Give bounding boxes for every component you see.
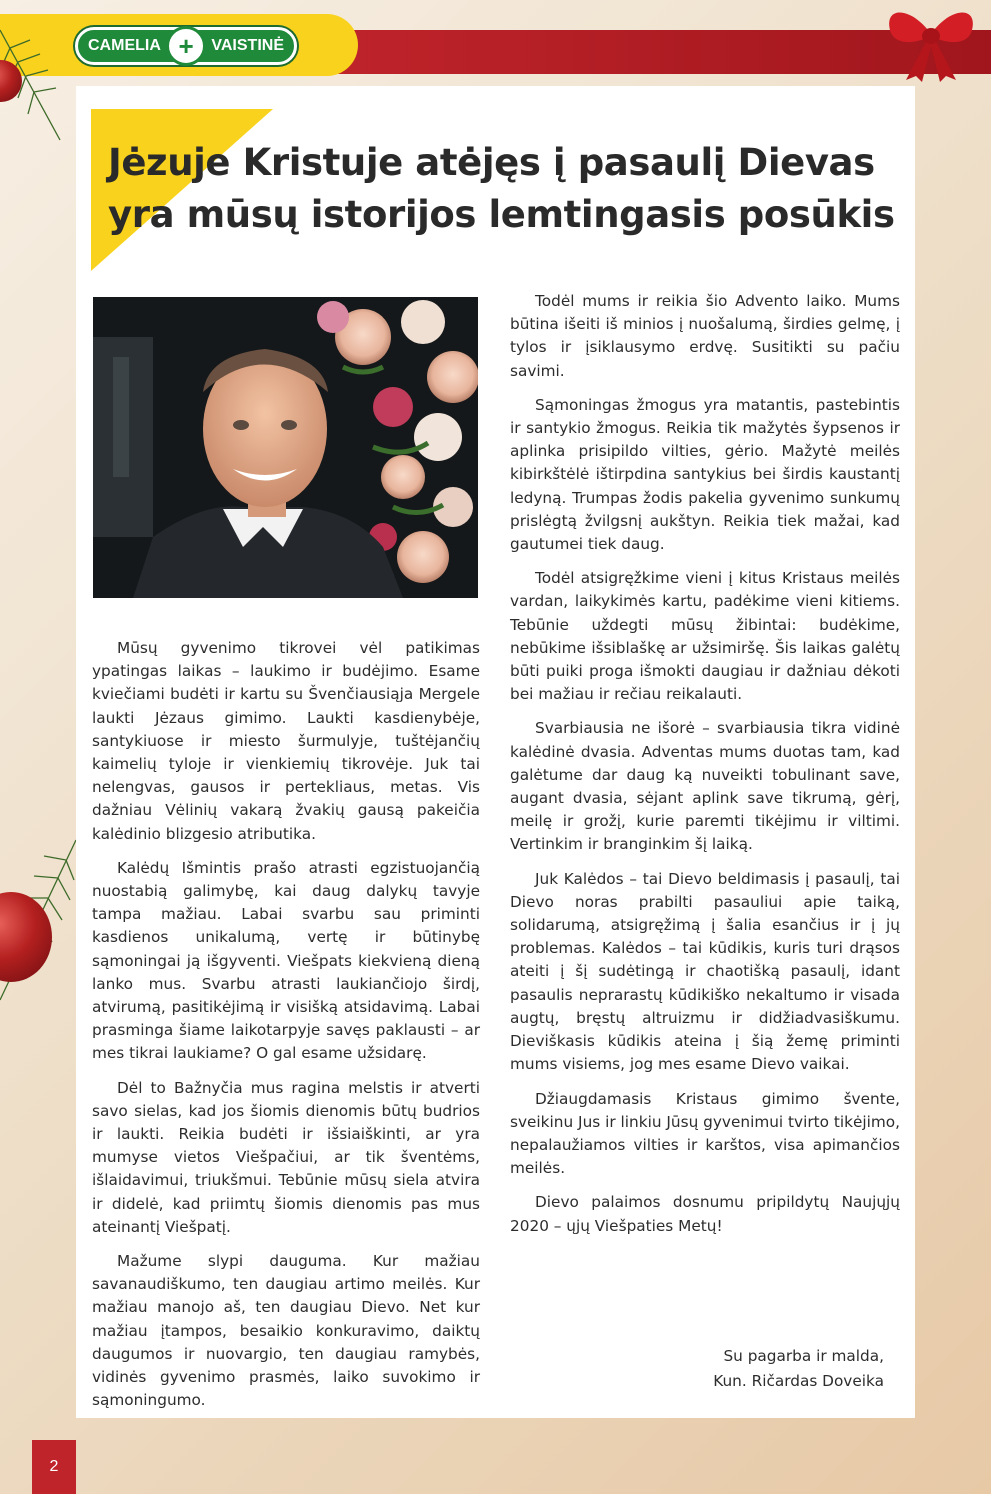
paragraph: Džiaugdamasis Kristaus gimimo švente, sveikinu Jus ir linkiu Jūsų gyvenimui tvirto tikėjimo, nepalaužiamos vilties ir karštos, visa apimančios meilės. (510, 1089, 900, 1178)
portrait-illustration (93, 297, 478, 598)
paragraph: Todėl atsigręžkime vieni į kitus Kristaus meilės vardan, laikykimės kartu, padėkime vieni kitiems. Tebūnie uždegti mūsų žibintai: budėkime, nebūkime išsiblaškę ar užsimiršę. Šis laikas galėtų būti puiki proga išmokti daugiau ir dažniau dėkoti bei mažiau ir rečiau reikalauti. (510, 569, 900, 704)
paragraph: Dievo palaimos dosnumu pripildytų Naujųjų 2020 – ųjų Viešpaties Metų! (510, 1193, 900, 1235)
pharmacy-logo[interactable] (75, 27, 297, 65)
logo-right-text: VAISTINĖ (211, 37, 284, 54)
author-portrait-photo (93, 297, 478, 598)
paragraph: Mažume slypi dauguma. Kur mažiau savanaudiškumo, ten daugiau artimo meilės. Kur mažiau manojo aš, ten daugiau Dievo. Net kur mažiau įtampos, besaikio konkuravimo, daiktų daugumos ir nuovargio, ten daugiau ramybės, vidinės gyvenimo prasmės, laiko suvokimo ir sąmoningumo. (92, 1252, 480, 1410)
logo-left-text: CAMELIA (88, 37, 161, 54)
page-number: 2 (32, 1440, 76, 1494)
paragraph: Todėl mums ir reikia šio Advento laiko. Mums būtina išeiti iš minios į nuošalumą, širdies gelmę, į tylos ir įsiklausymo erdvę. Susitikti su pačiu savimi. (510, 292, 900, 380)
paragraph: Kalėdų Išmintis prašo atrasti egzistuojančią nuostabią galimybę, kai daug dalykų tavyje tampa mažiau. Labai svarbu sau priminti kasdienos unikalumą, vertę ir būtinybę sąmoningai ją išgyventi. Viešpats kiekvieną dieną lanko mus. Svarbu atrasti laukiančiojo širdį, atvirumą, pasitikėjimą ir visišką atsidavimą. Labai prasminga šiame laikotarpyje savęs paklausti – ar mes tikrai laukiame? O gal esame užsidarę. (92, 858, 480, 1063)
paragraph: Mūsų gyvenimo tikrovei vėl patikimas ypatingas laikas – laukimo ir budėjimo. Esame kviečiami budėti ir kartu su Švenčiausiąja Mergele laukti Jėzaus gimimo. Laukti kasdienybėje, santykiuose ir miesto šurmulyje, tuštėjančių kaimelių tyloje ir vienkiemių tikrovėje. Juk tai nelengvas, gausos ir pertekliaus, metas. Vis dažniau Vėlinių vakarą žvakių gausą pakeičia kalėdinio blizgesio atributika. (92, 639, 480, 843)
article-column-right (510, 290, 900, 1249)
pharmacy-cross-icon: + (166, 26, 206, 66)
article-column-left (92, 637, 480, 1424)
signature-greeting: Su pagarba ir malda, (723, 1347, 884, 1365)
gift-bow-icon (876, 0, 986, 82)
paragraph: Juk Kalėdos – tai Dievo beldimasis į pasaulį, tai Dievo noras prabilti pasauliui apie taiką, solidarumą, atsigręžimą į šalia esančius ir į jų problemas. Kalėdos – tai kūdikis, kuris turi drąsos ateiti į šį sudėtingą ir chaotišką pasaulį, idant pasaulis neprarastų kūdikiško nekaltumo ir visada augtų, bręstų altruizmu ir didžiadvasiškumu. Dieviškasis kūdikis ateina į šią žemę priminti mums visiems, jog mes esame Dievo vaikai. (510, 869, 900, 1074)
article-title: Jėzuje Kristuje atėjęs į pasaulį Dievas yra mūsų istorijos lemtingasis posūkis (108, 141, 895, 236)
paragraph: Svarbiausia ne išorė – svarbiausia tikra vidinė kalėdinė dvasia. Adventas mums duotas tam, kad galėtume dar daug ką nuveikti tobulinant save, augant dvasia, sėjant aplink save tikrumą, gėrį, meilę ir grožį, kurie paremti tikėjimu ir viltimi. Vertinkim ir branginkim šį laiką. (510, 719, 900, 854)
paragraph: Sąmoningas žmogus yra matantis, pastebintis ir santykio žmogus. Reikia tik mažytės šypsenos ir aplinka prisipildo vilties, gėrio. Mažytė meilės kibirkštėlė ištirpdina santykius bei širdis kaustantį ledyną. Trumpas žodis pakelia gyvenimo sunkumų prislėgtą žvilgsnį aukštyn. Reikia tiek mažai, kad gautumei tiek daug. (510, 395, 900, 554)
signature-author: Kun. Ričardas Doveika (713, 1372, 884, 1390)
signature-block (713, 1344, 884, 1394)
paragraph: Dėl to Bažnyčia mus ragina melstis ir atverti savo sielas, kad jos šiomis dienomis būtų budrios ir laukti. Reikia budėti ir išsiaiškinti, ar yra mumyse vietos Viešpačiui, ar tik šventėms, išlaidavimui, triukšmui. Tebūnie mūsų siela atvira ir didelė, kad priimtų šiomis dienomis pas mus ateinantį Viešpatį. (92, 1078, 480, 1236)
